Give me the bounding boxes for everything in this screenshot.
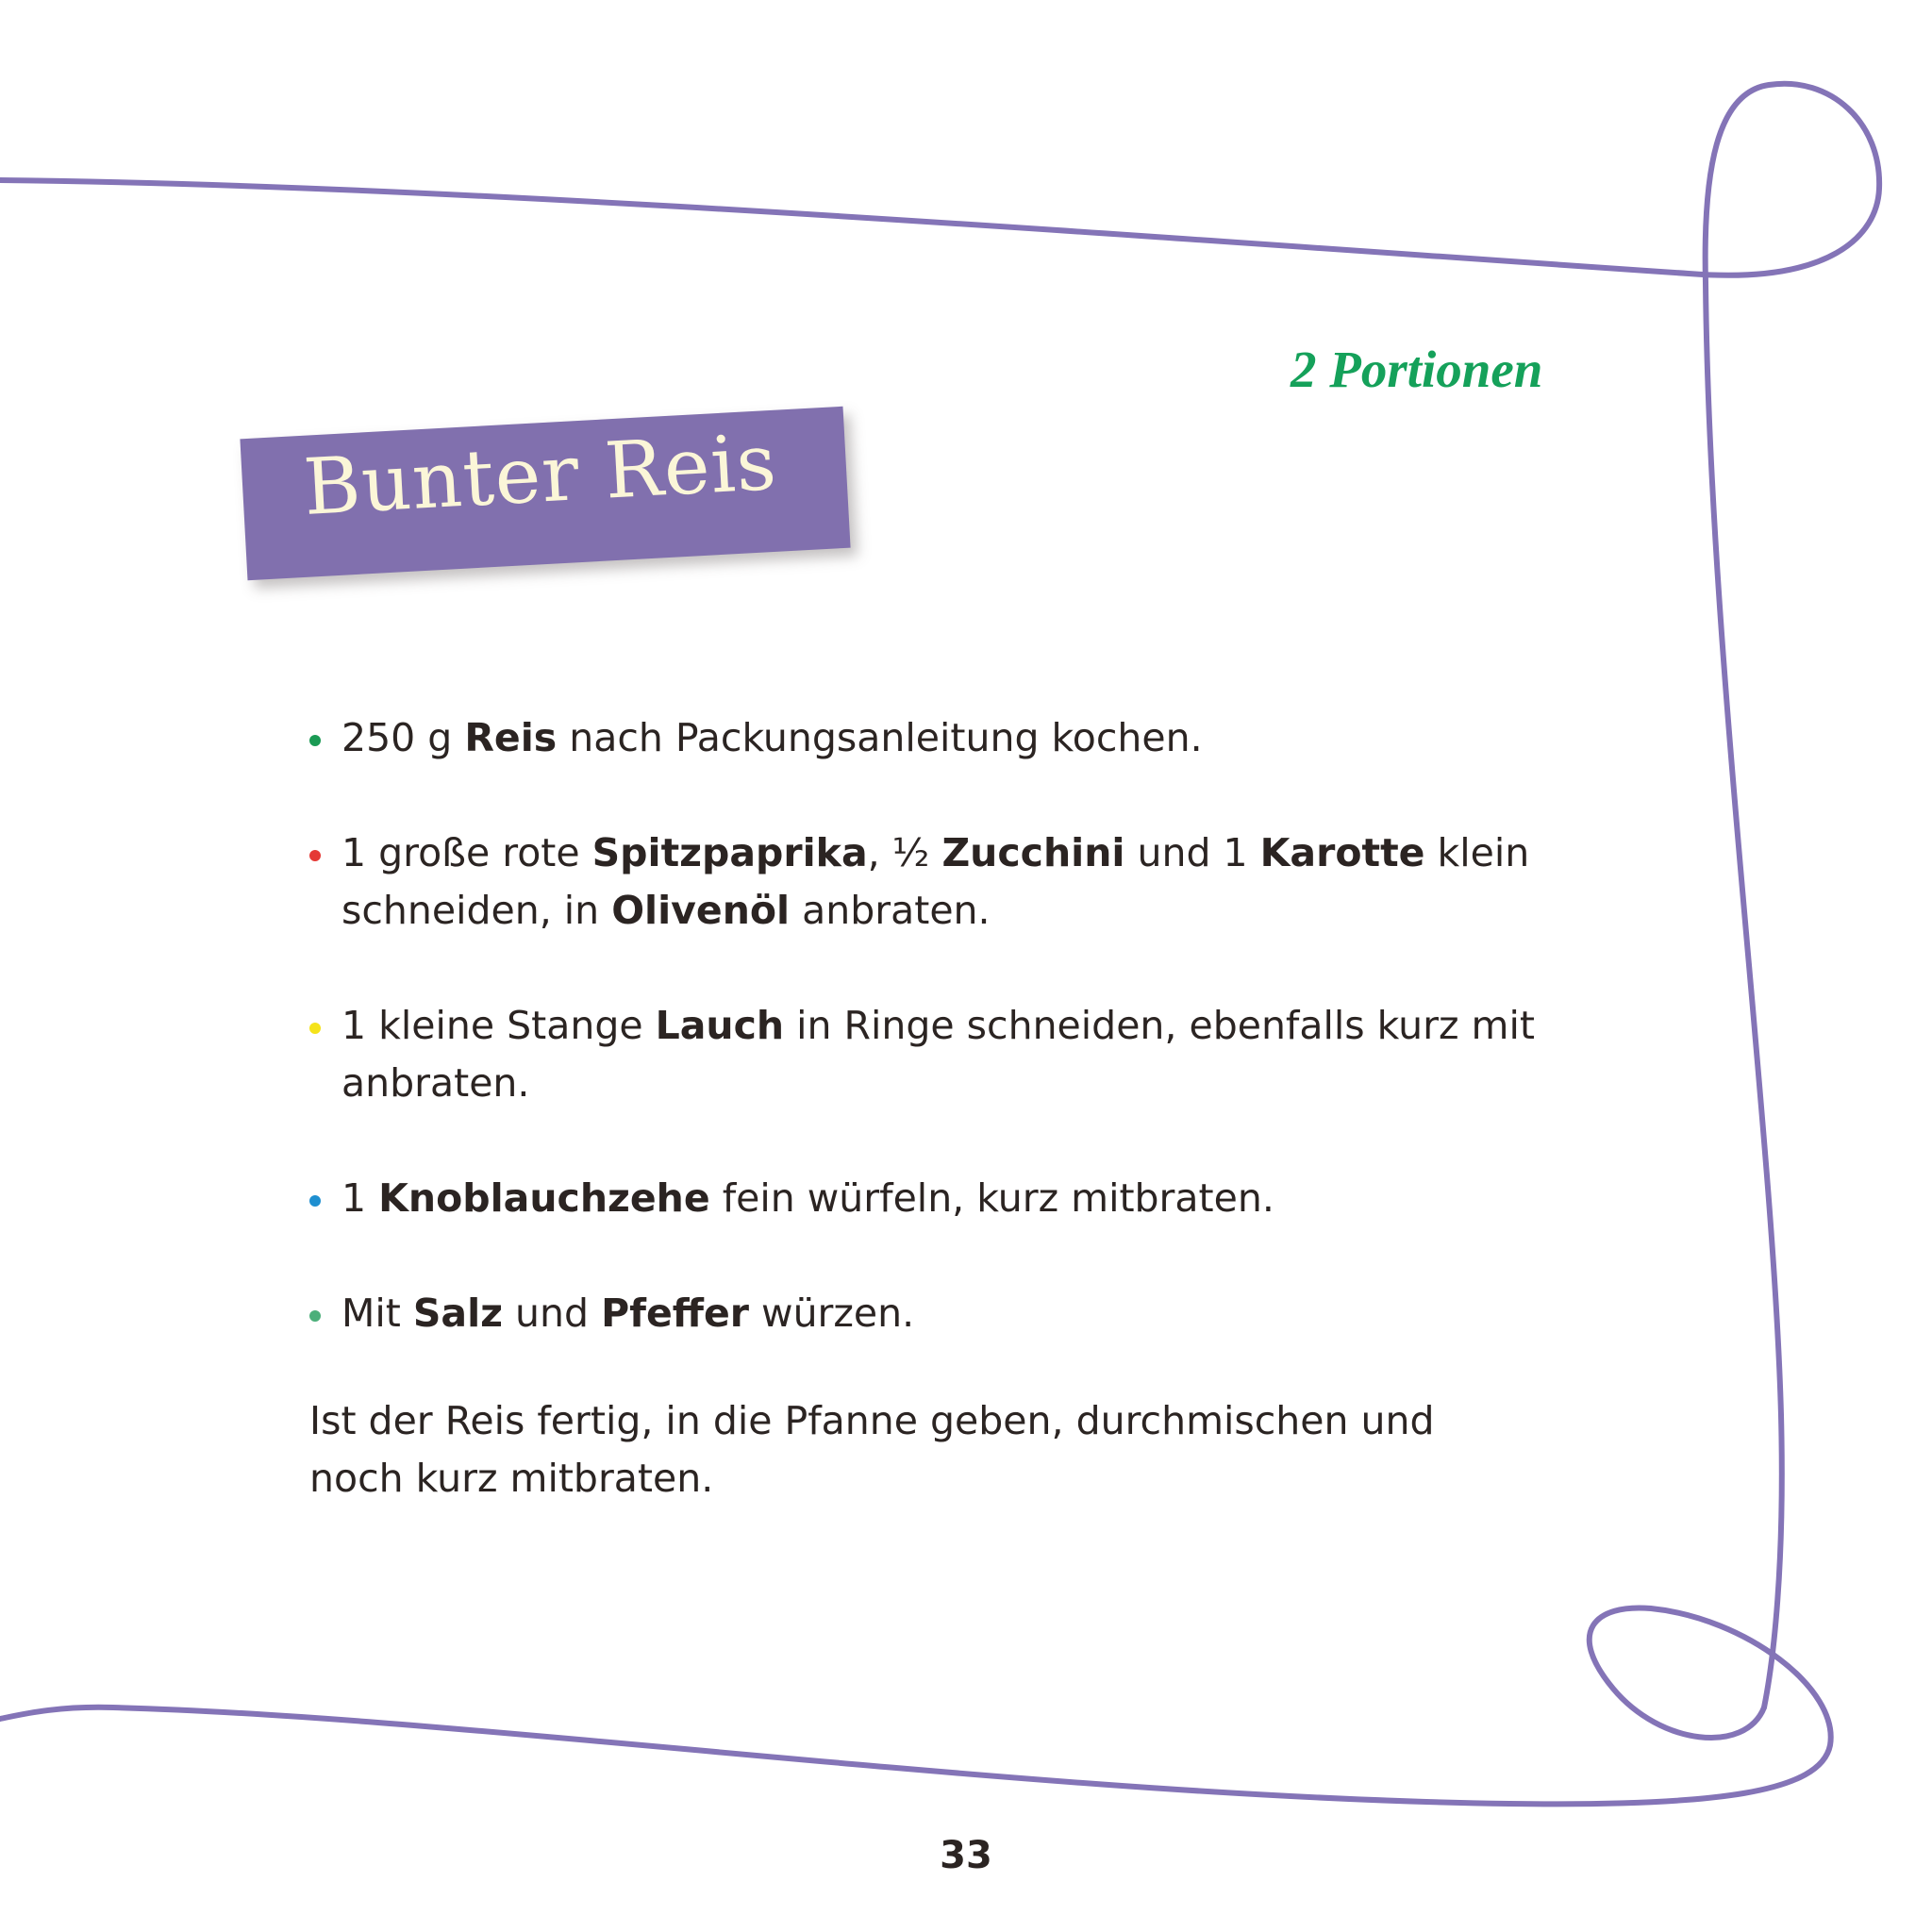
steps-list	[309, 709, 1724, 1400]
recipe-title: Bunter Reis	[301, 417, 780, 533]
ingredient-name: Knoblauchzehe	[378, 1175, 710, 1221]
step-text: Mit	[341, 1291, 413, 1336]
step-text: 250 g	[341, 715, 465, 760]
ingredient-name: Zucchini	[941, 830, 1125, 875]
frame-line-bottom	[0, 1707, 1509, 1804]
step-text: nach Packungsanleitung kochen.	[557, 715, 1203, 760]
ingredient-name: Lauch	[655, 1003, 785, 1048]
bullet-dot-icon	[309, 1195, 321, 1207]
ingredient-name: Salz	[412, 1291, 503, 1336]
step-text: und	[503, 1291, 602, 1336]
step-text: 1 kleine Stange	[341, 1003, 656, 1048]
step-item	[309, 709, 1724, 767]
page-number: 33	[940, 1834, 992, 1877]
ingredient-name: Reis	[464, 715, 558, 760]
ingredient-name: Pfeffer	[601, 1291, 749, 1336]
step-text: fein würfeln, kurz mitbraten.	[709, 1175, 1274, 1221]
bullet-dot-icon	[309, 1023, 321, 1034]
portions-label: 2 Portionen	[1291, 341, 1543, 398]
closing-paragraph: Ist der Reis fertig, in die Pfanne geben, durchmischen und noch kurz mitbraten.	[309, 1398, 1435, 1501]
step-item	[309, 1285, 1724, 1342]
step-text: in Ringe schneiden, ebenfalls kurz mit anbraten.	[341, 1003, 1535, 1106]
step-text: , ½	[867, 830, 942, 875]
ingredient-name: Spitzpaprika	[591, 830, 868, 875]
step-item	[309, 824, 1724, 940]
step-text: anbraten.	[790, 888, 991, 933]
step-text: würzen.	[749, 1291, 915, 1336]
step-text: klein schneiden, in	[341, 830, 1530, 933]
step-text: 1	[341, 1175, 379, 1221]
bullet-dot-icon	[309, 1310, 321, 1322]
frame-line-top	[0, 84, 1879, 283]
step-text: 1 große rote	[341, 830, 592, 875]
bullet-dot-icon	[309, 735, 321, 746]
bullet-dot-icon	[309, 850, 321, 861]
step-item	[309, 997, 1724, 1112]
frame-line-loop	[1509, 1607, 1831, 1804]
step-text: und 1	[1124, 830, 1260, 875]
step-item	[309, 1170, 1724, 1227]
ingredient-name: Olivenöl	[611, 888, 791, 933]
ingredient-name: Karotte	[1259, 830, 1425, 875]
